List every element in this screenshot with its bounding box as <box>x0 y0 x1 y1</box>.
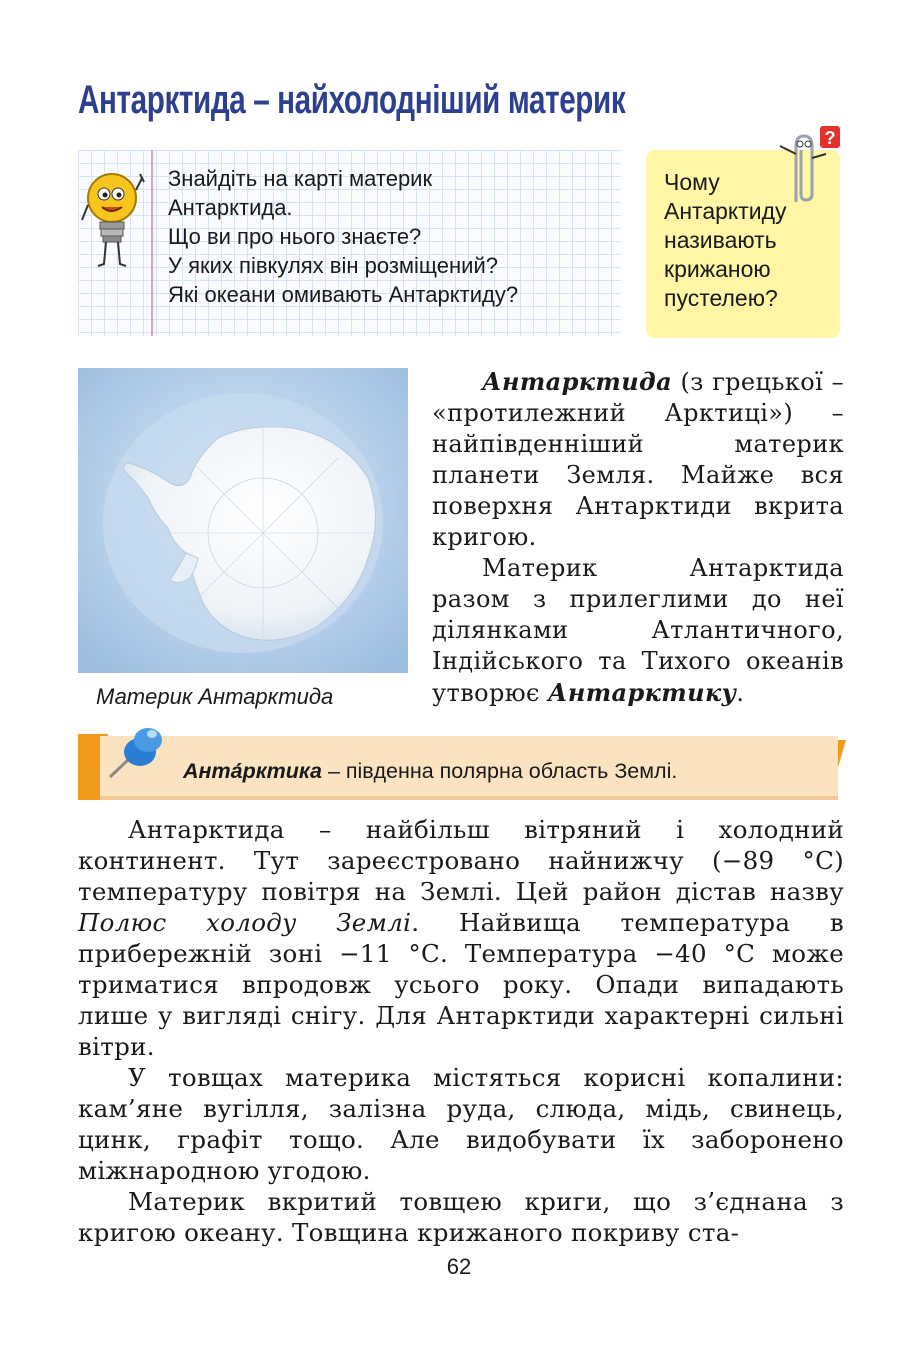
lightbulb-icon <box>78 160 148 280</box>
question-line: пустелею? <box>664 285 778 311</box>
task-line: Що ви про нього знаєте? <box>168 224 422 249</box>
intro-p2-end: . <box>736 679 745 707</box>
body-paragraph: Материк вкритий товщею криги, що з’єднана з кригою океану. Товщина крижаного покриву ста- <box>78 1187 844 1247</box>
task-line: Які океани омивають Антарктиду? <box>168 282 519 307</box>
task-line: Знайдіть на карті материк <box>168 166 433 191</box>
intro-p2-text: Материк Антарктида разом з прилеглими до неї ділянками Атлантичного, Індійського та Тихого океанів утворює <box>432 554 844 707</box>
body-p1-italic: Полюс холоду Землі <box>78 908 412 937</box>
pushpin-icon <box>100 722 170 784</box>
question-line: крижаною <box>664 256 771 282</box>
body-p1-a: Антарктида – найбільш вітряний і холодний континент. Тут зареєстровано найнижчу (−89 °С) температуру повітря на Землі. Цей район дістав назву <box>78 815 844 906</box>
margin-line <box>151 150 153 336</box>
main-text <box>78 814 844 1248</box>
antarctica-map-image <box>78 368 408 673</box>
page-number: 62 <box>446 1254 472 1279</box>
intro-text <box>432 366 844 709</box>
task-line: У яких півкулях він розміщений? <box>168 253 498 278</box>
body-p1-b: . Найвища температура в прибережній зоні −11 °С. Температура −40 °С може триматися впродовж усього року. Опади випадають лише у вигляді снігу. Для Антарктиди характерні сильні вітри. <box>78 908 844 1061</box>
body-paragraph: У товщах материка містяться корисні копалини: кам’яне вугілля, залізна руда, слюда, мідь, свинець, цинк, графіт тощо. Але видобувати їх заборонено міжнародною угодою. <box>78 1063 844 1185</box>
task-box <box>78 150 621 336</box>
intro-p2-term: Антарктику <box>547 678 737 707</box>
definition-term: Анта́рктика <box>183 759 322 783</box>
intro-p1-text: (з грецької – «протилежний Арктиці») – найпівденніший материк планети Земля. Майже вся поверхня Антарктиди вкрита кригою. <box>432 368 844 551</box>
intro-term: Антарктида <box>482 367 673 396</box>
definition-body: – південна полярна область Землі. <box>321 759 678 783</box>
question-mark: ? <box>824 128 836 148</box>
question-line: Чому <box>664 169 720 195</box>
definition-text <box>183 759 677 784</box>
antarctica-map <box>78 368 408 673</box>
question-line: Антарктиду <box>664 198 787 224</box>
question-line: називають <box>664 227 777 253</box>
intro-paragraph <box>432 553 844 709</box>
paperclip-question-icon <box>768 124 843 204</box>
task-questions <box>168 164 518 309</box>
page-title: Антарктида – найхолодніший материк <box>78 78 626 122</box>
intro-paragraph <box>432 366 844 553</box>
task-line: Антарктида. <box>168 195 293 220</box>
body-paragraph <box>78 814 844 1062</box>
map-caption: Материк Антарктида <box>96 684 334 709</box>
